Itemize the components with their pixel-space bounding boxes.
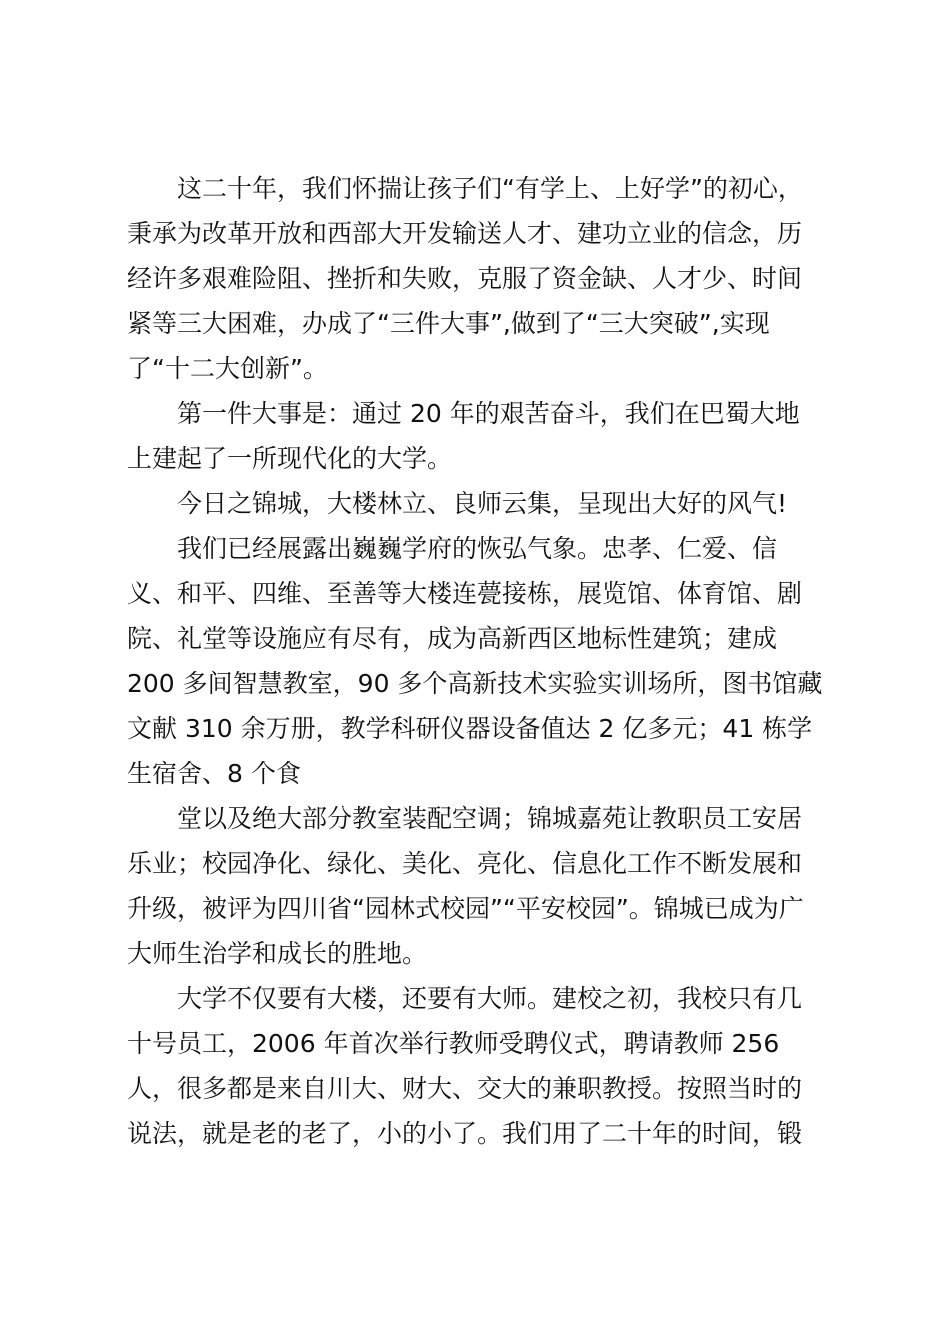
- text-line: 堂以及绝大部分教室装配空调；锦城嘉苑让教职员工安居: [177, 804, 803, 833]
- text-line: 大学不仅要有大楼，还要有大师。建校之初，我校只有几: [177, 984, 803, 1013]
- text-line: 了“十二大创新”。: [127, 354, 328, 383]
- text-line: 生宿舍、8 个食: [127, 759, 301, 788]
- text-line: 院、礼堂等设施应有尽有，成为高新西区地标性建筑；建成: [127, 624, 778, 653]
- document-body: [127, 166, 847, 1156]
- text-line: 十号员工，2006 年首次举行教师受聘仪式，聘请教师 256: [127, 1029, 780, 1058]
- text-line: 秉承为改革开放和西部大开发输送人才、建功立业的信念，历: [127, 219, 803, 248]
- text-line: 紧等三大困难，办成了“三件大事”,做到了“三大突破”,实现: [127, 309, 770, 338]
- text-line: 经许多艰难险阻、挫折和失败，克服了资金缺、人才少、时间: [127, 264, 803, 293]
- text-line: 这二十年，我们怀揣让孩子们“有学上、上好学”的初心，: [177, 174, 803, 203]
- text-line: 上建起了一所现代化的大学。: [127, 444, 453, 473]
- text-line: 义、和平、四维、至善等大楼连甍接栋，展览馆、体育馆、剧: [127, 579, 803, 608]
- text-line: 200 多间智慧教室，90 多个高新技术实验实训场所，图书馆藏: [127, 669, 823, 698]
- text-line: 文献 310 余万册，教学科研仪器设备值达 2 亿多元；41 栋学: [127, 714, 813, 743]
- text-line: 升级，被评为四川省“园林式校园”“平安校园”。锦城已成为广: [127, 894, 804, 923]
- text-line: 人，很多都是来自川大、财大、交大的兼职教授。按照当时的: [127, 1074, 803, 1103]
- text-line: 今日之锦城，大楼林立、良师云集，呈现出大好的风气!: [177, 489, 788, 518]
- text-line: 大师生治学和成长的胜地。: [127, 939, 428, 968]
- text-line: 第一件大事是：通过 20 年的艰苦奋斗，我们在巴蜀大地: [177, 399, 800, 428]
- text-line: 说法，就是老的老了，小的小了。我们用了二十年的时间，锻: [127, 1119, 803, 1148]
- text-line: 我们已经展露出巍巍学府的恢弘气象。忠孝、仁爱、信: [177, 534, 778, 563]
- text-line: 乐业；校园净化、绿化、美化、亮化、信息化工作不断发展和: [127, 849, 803, 878]
